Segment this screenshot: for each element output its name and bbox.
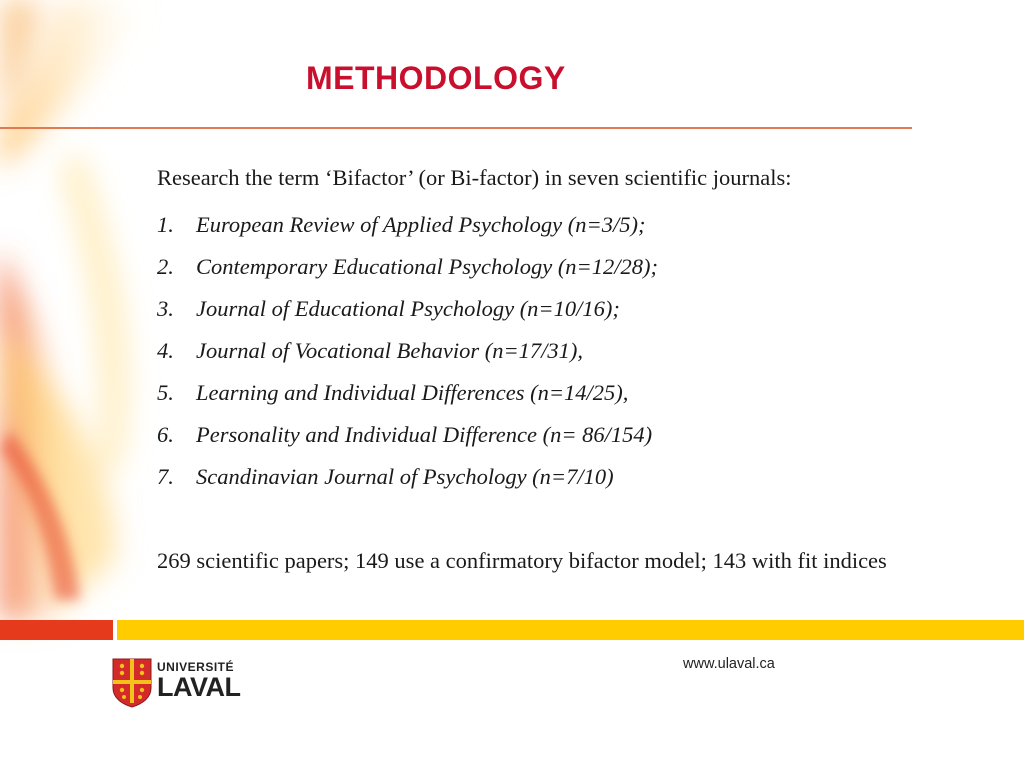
wordmark-bottom: LAVAL <box>157 672 241 702</box>
university-wordmark <box>157 661 240 701</box>
list-item-text: Personality and Individual Difference (n= 86/154) <box>196 422 653 447</box>
list-item-text: Scandinavian Journal of Psychology (n=7/10) <box>196 464 614 489</box>
list-item <box>157 420 658 462</box>
list-item <box>157 462 658 504</box>
list-item-text: European Review of Applied Psychology (n=3/5); <box>196 212 646 237</box>
list-item-text: Learning and Individual Differences (n=14/25), <box>196 380 629 405</box>
list-item-number: 7. <box>157 464 174 489</box>
list-item-number: 1. <box>157 212 174 237</box>
list-item-number: 2. <box>157 254 174 279</box>
title-divider <box>0 127 912 129</box>
wordmark-top: UNIVERSITÉ <box>157 660 235 674</box>
list-item-text: Journal of Educational Psychology (n=10/16); <box>196 296 620 321</box>
summary-text: 269 scientific papers; 149 use a confirmatory bifactor model; 143 with fit indices <box>157 548 887 573</box>
list-item-number: 3. <box>157 296 174 321</box>
intro-text: Research the term ‘Bifactor’ (or Bi-factor) in seven scientific journals: <box>157 165 792 190</box>
footer-bar-yellow <box>117 620 1024 640</box>
slide-title: METHODOLOGY <box>306 60 566 96</box>
list-item-number: 5. <box>157 380 174 405</box>
journal-list <box>157 210 658 504</box>
university-crest-icon <box>112 658 152 708</box>
footer-bar-red <box>0 620 113 640</box>
list-item <box>157 336 658 378</box>
list-item-number: 4. <box>157 338 174 363</box>
list-item <box>157 294 658 336</box>
website-url[interactable]: www.ulaval.ca <box>683 656 775 672</box>
list-item-number: 6. <box>157 422 174 447</box>
list-item <box>157 252 658 294</box>
list-item-text: Contemporary Educational Psychology (n=12/28); <box>196 254 658 279</box>
list-item-text: Journal of Vocational Behavior (n=17/31), <box>196 338 584 363</box>
list-item <box>157 210 658 252</box>
list-item <box>157 378 658 420</box>
